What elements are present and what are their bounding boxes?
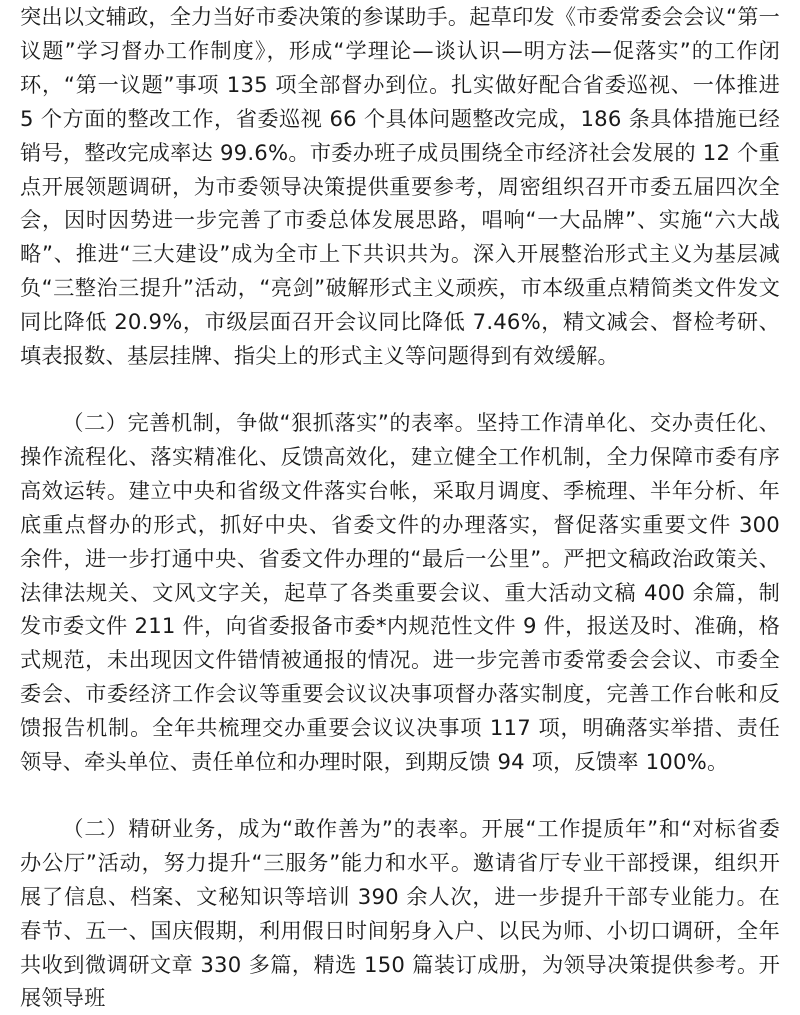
paragraph-section-refine-business: （二）精研业务，成为“敢作善为”的表率。开展“工作提质年”和“对标省委办公厅”活动，努力提升“三服务”能力和水平。邀请省厅专业干部授课，组织开展了信息、档案、文秘知识等培训 390 余人次，进一步提升干部专业能力。在春节、五一、国庆假期，利用假日时间躬身入户、以民为师、小切口调研，全年共收到微调研文章 330 多篇，精选 150 篇装订成册，为领导决策提供参考。开展领导班 — [20, 815, 780, 1011]
paragraph-continuation: 突出以文辅政，全力当好市委决策的参谋助手。起草印发《市委常委会会议“第一议题”学习督办工作制度》，形成“学理论—谈认识—明方法—促落实”的工作闭环，“第一议题”事项 135 项全部督办到位。扎实做好配合省委巡视、一体推进 5 个方面的整改工作，省委巡视 66 个具体问题整改完成，186 条具体措施已经销号，整改完成率达 99.6%。市委办班子成员围绕全市经济社会发展的 12 个重点开展领题调研，为市委领导决策提供重要参考，周密组织召开市委五届四次全会，因时因势进一步完善了市委总体发展思路，唱响“一大品牌”、实施“六大战略”、推进“三大建设”成为全市上下共识共为。深入开展整治形式主义为基层减负“三整治三提升”活动，“亮剑”破解形式主义顽疾，市本级重点精简类文件发文同比降低 20.9%，市级层面召开会议同比降低 7.46%，精文减会、督检考研、填表报数、基层挂牌、指尖上的形式主义等问题得到有效缓解。 — [20, 4, 780, 369]
paragraph-section-improve-mechanism: （二）完善机制，争做“狠抓落实”的表率。坚持工作清单化、交办责任化、操作流程化、落实精准化、反馈高效化，建立健全工作机制，全力保障市委有序高效运转。建立中央和省级文件落实台帐，采取月调度、季梳理、半年分析、年底重点督办的形式，抓好中央、省委文件的办理落实，督促落实重要文件 300 余件，进一步打通中央、省委文件办理的“最后一公里”。严把文稿政治政策关、法律法规关、文风文字关，起草了各类重要会议、重大活动文稿 400 余篇，制发市委文件 211 件，向省委报备市委*内规范性文件 9 件，报送及时、准确，格式规范，未出现因文件错情被通报的情况。进一步完善市委常委会会议、市委全委会、市委经济工作会议等重要会议议决事项督办落实制度，完善工作台帐和反馈报告机制。全年共梳理交办重要会议议决事项 117 项，明确落实举措、责任领导、牵头单位、责任单位和办理时限，到期反馈 94 项，反馈率 100%。 — [20, 409, 780, 775]
